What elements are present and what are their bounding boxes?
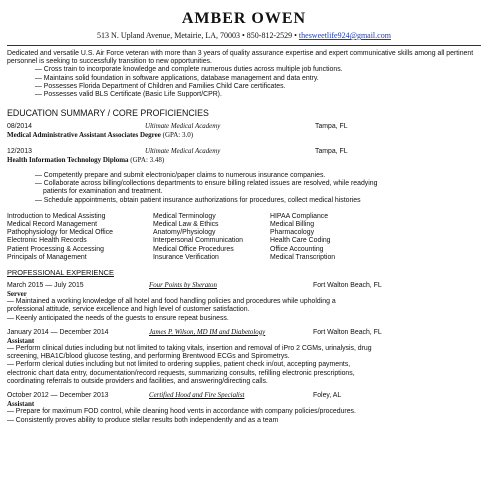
skill-item: Principals of Management [7,253,87,261]
job-employer: Four Points by Sheraton [149,282,217,290]
experience-heading: PROFESSIONAL EXPERIENCE [7,268,114,278]
proficiencies-grid [7,213,481,262]
skill-item: Anatomy/Physiology [153,229,216,237]
education-date: 08/2014 [7,123,32,131]
email-link[interactable]: thesweetlife924@gmail.com [298,31,391,40]
summary-bullet: — Maintains solid foundation in software applications, database management and data entry. [35,74,319,82]
job-dates: October 2012 — December 2013 [7,392,109,400]
summary-bullet: — Cross train to incorporate knowledge and complete numerous duties across multiple job functions. [35,66,343,74]
contact-details: 513 N. Upland Avenue, Metairie, LA, 70003 • 850-812-2529 • [97,31,299,40]
skill-item: Health Care Coding [270,237,331,245]
education-school: Ultimate Medical Academy [145,123,221,131]
education-location: Tampa, FL [315,123,348,131]
job-role: Server [7,290,27,299]
skill-item: Medical Billing [270,221,315,229]
summary-bullet: — Possesses Florida Department of Children and Families Child Care certificates. [35,82,286,90]
job-duty: — Consistently proves ability to produce stellar results both independently and as a team [7,416,279,424]
skill-item: Electronic Health Records [7,237,87,245]
education-bullet: — Collaborate across billing/collections departments to ensure billing related issues are resolved, while readying [35,180,378,188]
education-school: Ultimate Medical Academy [145,147,221,155]
skill-item: Introduction to Medical Assisting [7,212,106,220]
skill-item: Medical Terminology [153,212,216,220]
education-degree [7,131,481,139]
header-divider [7,45,481,46]
job-duty: coordinating referrals to outside providers and facilities, and answering/directing calls. [7,377,268,385]
job-entry [7,329,481,386]
skill-item: Medical Record Management [7,221,98,229]
job-role: Assistant [7,400,35,409]
job-duty: screening, HBA1C/blood glucose testing, and performing Brentwood ECGs and Spirometrys. [7,353,290,361]
job-role: Assistant [7,337,35,346]
skill-item: Medical Law & Ethics [153,221,219,229]
job-location: Fort Walton Beach, FL [313,328,382,336]
skill-item: Medical Transcription [270,253,336,261]
skill-item: Pathophysiology for Medical Office [7,229,113,237]
education-date: 12/2013 [7,147,32,155]
job-duty: electronic chart data entry, documentation/record requests, summarizing consults, refilling electronic prescriptions, [7,369,355,377]
job-employer: Certified Hood and Fire Specialist [149,392,245,400]
summary-section [7,50,481,99]
skill-item: Interpersonal Communication [153,237,244,245]
job-location: Foley, AL [313,392,342,400]
education-bullet: — Schedule appointments, obtain patient insurance authorizations for procedures, collect medical histories [35,196,361,204]
summary-bullet: — Possesses valid BLS Certificate (Basic Life Support/CPR). [35,91,222,99]
job-employer: James P. Wilson, MD IM and Diabetology [149,328,266,336]
job-entry [7,392,481,425]
job-duty: — Perform clerical duties including but not limited to ordering supplies, patient check in/out, accepting payments, [7,361,351,369]
contact-line [7,30,481,41]
skill-item: Pharmacology [270,229,315,237]
job-duty: professional attitude, service excellence and high level of customer satisfaction. [7,306,250,314]
skill-item: Patient Processing & Accessing [7,245,104,253]
job-duty: — Maintained a working knowledge of all hotel and food handling policies and procedures while upholding a [7,298,336,306]
degree-gpa: (GPA: 3.0) [162,131,194,140]
education-entry [7,148,481,164]
skill-item: Insurance Verification [153,253,219,261]
degree-gpa: (GPA: 3.48) [130,155,165,164]
job-duty: — Perform clinical duties including but not limited to taking vitals, insertion and removal of iPro 2 CGMs, urinalysis, drug [7,345,372,353]
education-location: Tampa, FL [315,147,348,155]
education-heading: EDUCATION SUMMARY / CORE PROFICIENCIES [7,108,209,119]
job-dates: January 2014 — December 2014 [7,328,109,336]
job-duty: — Keenly anticipated the needs of the guests to ensure repeat business. [7,314,229,322]
job-entry [7,282,481,323]
skill-item: HIPAA Compliance [270,212,329,220]
education-bullet-continued: patients for examination and treatment. [43,188,163,196]
education-degree [7,156,481,164]
skill-item: Medical Office Procedures [153,245,234,253]
degree-title: Medical Administrative Assistant Associates Degree [7,131,161,140]
summary-intro: Dedicated and versatile U.S. Air Force veteran with more than 3 years of quality assurance expertise and expert communicative skills among all pertinent personnel is seeking to successfully transition to new opportunities. [7,50,474,66]
education-bullet: — Competently prepare and submit electronic/paper claims to numerous insurance companies. [35,172,326,180]
skill-item: Office Accounting [270,245,324,253]
degree-title: Health Information Technology Diploma [7,155,129,164]
job-location: Fort Walton Beach, FL [313,282,382,290]
job-dates: March 2015 — July 2015 [7,282,84,290]
applicant-name: AMBER OWEN [181,10,307,27]
job-duty: — Prepare for maximum FOD control, while cleaning hood vents in accordance with company policies/procedures. [7,408,356,416]
education-entry [7,123,481,139]
